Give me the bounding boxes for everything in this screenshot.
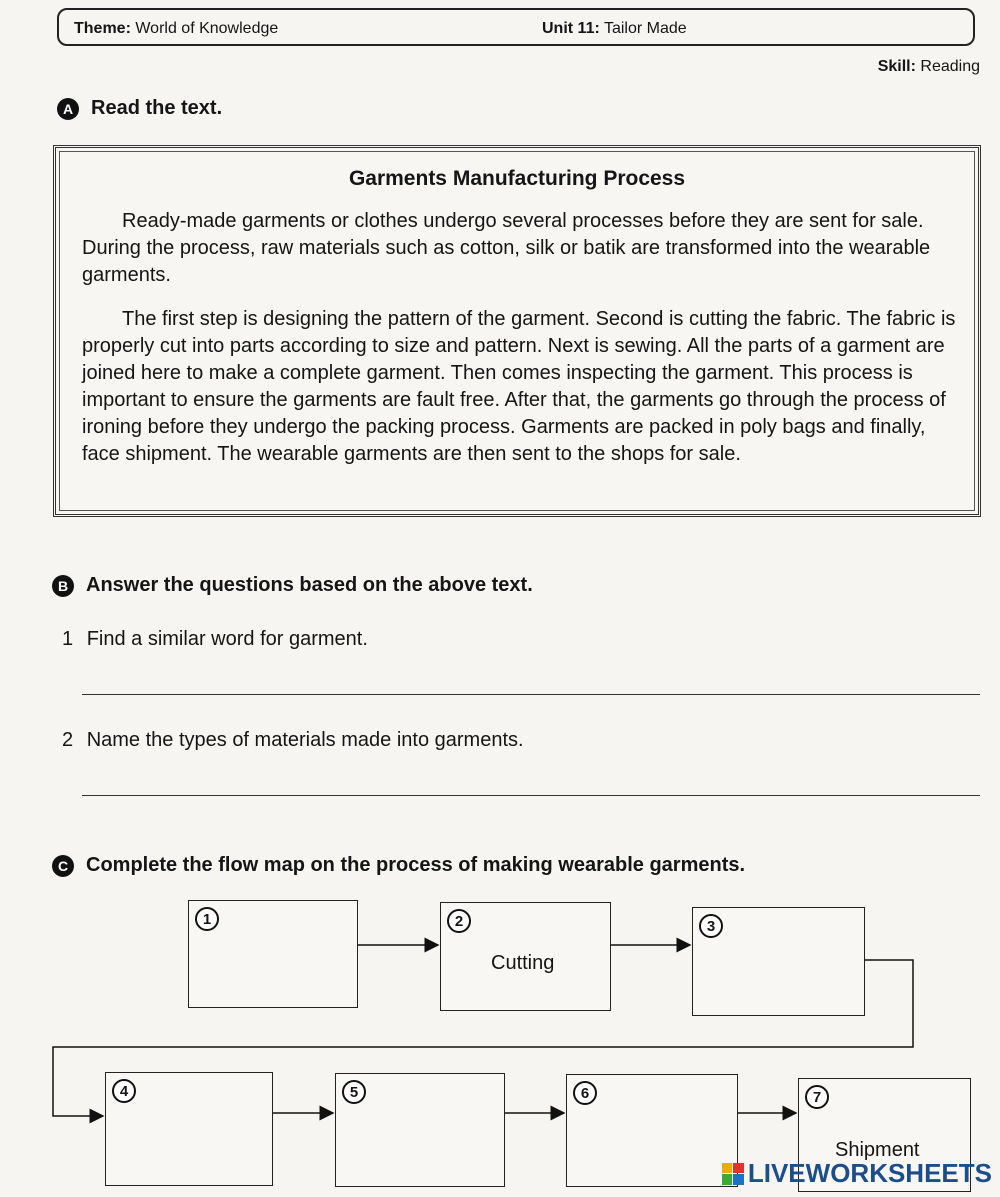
unit (542, 20, 687, 38)
section-a-heading-text: Read the text. (91, 97, 223, 119)
question-2 (62, 729, 524, 752)
step-number-badge: 3 (699, 914, 723, 938)
unit-label: Unit 11: (542, 20, 600, 37)
liveworksheets-logo-icon (722, 1163, 744, 1185)
liveworksheets-watermark (722, 1158, 992, 1189)
question-text: Find a similar word for garment. (86, 628, 368, 650)
skill-label: Skill: (877, 58, 916, 75)
reading-passage-inner (59, 151, 975, 511)
flow-step-2[interactable] (440, 902, 611, 1011)
paragraph-2: The first step is designing the pattern of the garment. Second is cutting the fabric. The fabric is properly cut into parts according to size and pattern. Next is sewing. All the parts of a garment are joined here to make a complete garment. Then comes inspecting the garment. This process is important to ensure the garments are fault free. After that, the garments go through the process of ironing before they undergo the packing process. Garments are packed in poly bags and finally, face shipment. The wearable garments are then sent to the shops for sale. (82, 308, 956, 465)
flow-step-4[interactable] (105, 1072, 273, 1186)
question-1 (62, 628, 368, 651)
section-a-heading (57, 97, 222, 120)
step-text: Shipment (835, 1139, 920, 1161)
theme (74, 20, 278, 38)
question-number: 1 (62, 628, 74, 650)
header-bar (57, 8, 975, 46)
theme-value: World of Knowledge (135, 20, 279, 37)
step-number-badge: 1 (195, 907, 219, 931)
step-number-badge: 7 (805, 1085, 829, 1109)
answer-line-1[interactable] (82, 694, 980, 695)
step-number-badge: 4 (112, 1079, 136, 1103)
question-number: 2 (62, 729, 74, 751)
section-c-heading-text: Complete the flow map on the process of making wearable garments. (86, 854, 746, 876)
section-b-heading-text: Answer the questions based on the above text. (86, 574, 533, 596)
skill (878, 58, 980, 76)
answer-line-2[interactable] (82, 795, 980, 796)
flow-step-1[interactable] (188, 900, 358, 1008)
section-b-badge: B (52, 575, 74, 597)
section-c-heading (52, 854, 745, 877)
section-c-badge: C (52, 855, 74, 877)
step-text: Cutting (491, 952, 555, 974)
paragraph-1: Ready-made garments or clothes undergo several processes before they are sent for sale. During the process, raw materials such as cotton, silk or batik are transformed into the wearable garments. (82, 210, 931, 286)
passage-title: Garments Manufacturing Process (348, 167, 686, 190)
theme-label: Theme: (74, 20, 131, 37)
step-number-badge: 6 (573, 1081, 597, 1105)
section-b-heading (52, 574, 533, 597)
step-number-badge: 2 (447, 909, 471, 933)
step-number-badge: 5 (342, 1080, 366, 1104)
section-a-badge: A (57, 98, 79, 120)
flow-step-5[interactable] (335, 1073, 505, 1187)
flow-step-6[interactable] (566, 1074, 738, 1187)
flow-step-3[interactable] (692, 907, 865, 1016)
unit-value: Tailor Made (603, 20, 687, 37)
skill-value: Reading (920, 58, 980, 75)
reading-passage (53, 145, 981, 517)
question-text: Name the types of materials made into garments. (86, 729, 524, 751)
watermark-text: LIVEWORKSHEETS (747, 1158, 992, 1188)
